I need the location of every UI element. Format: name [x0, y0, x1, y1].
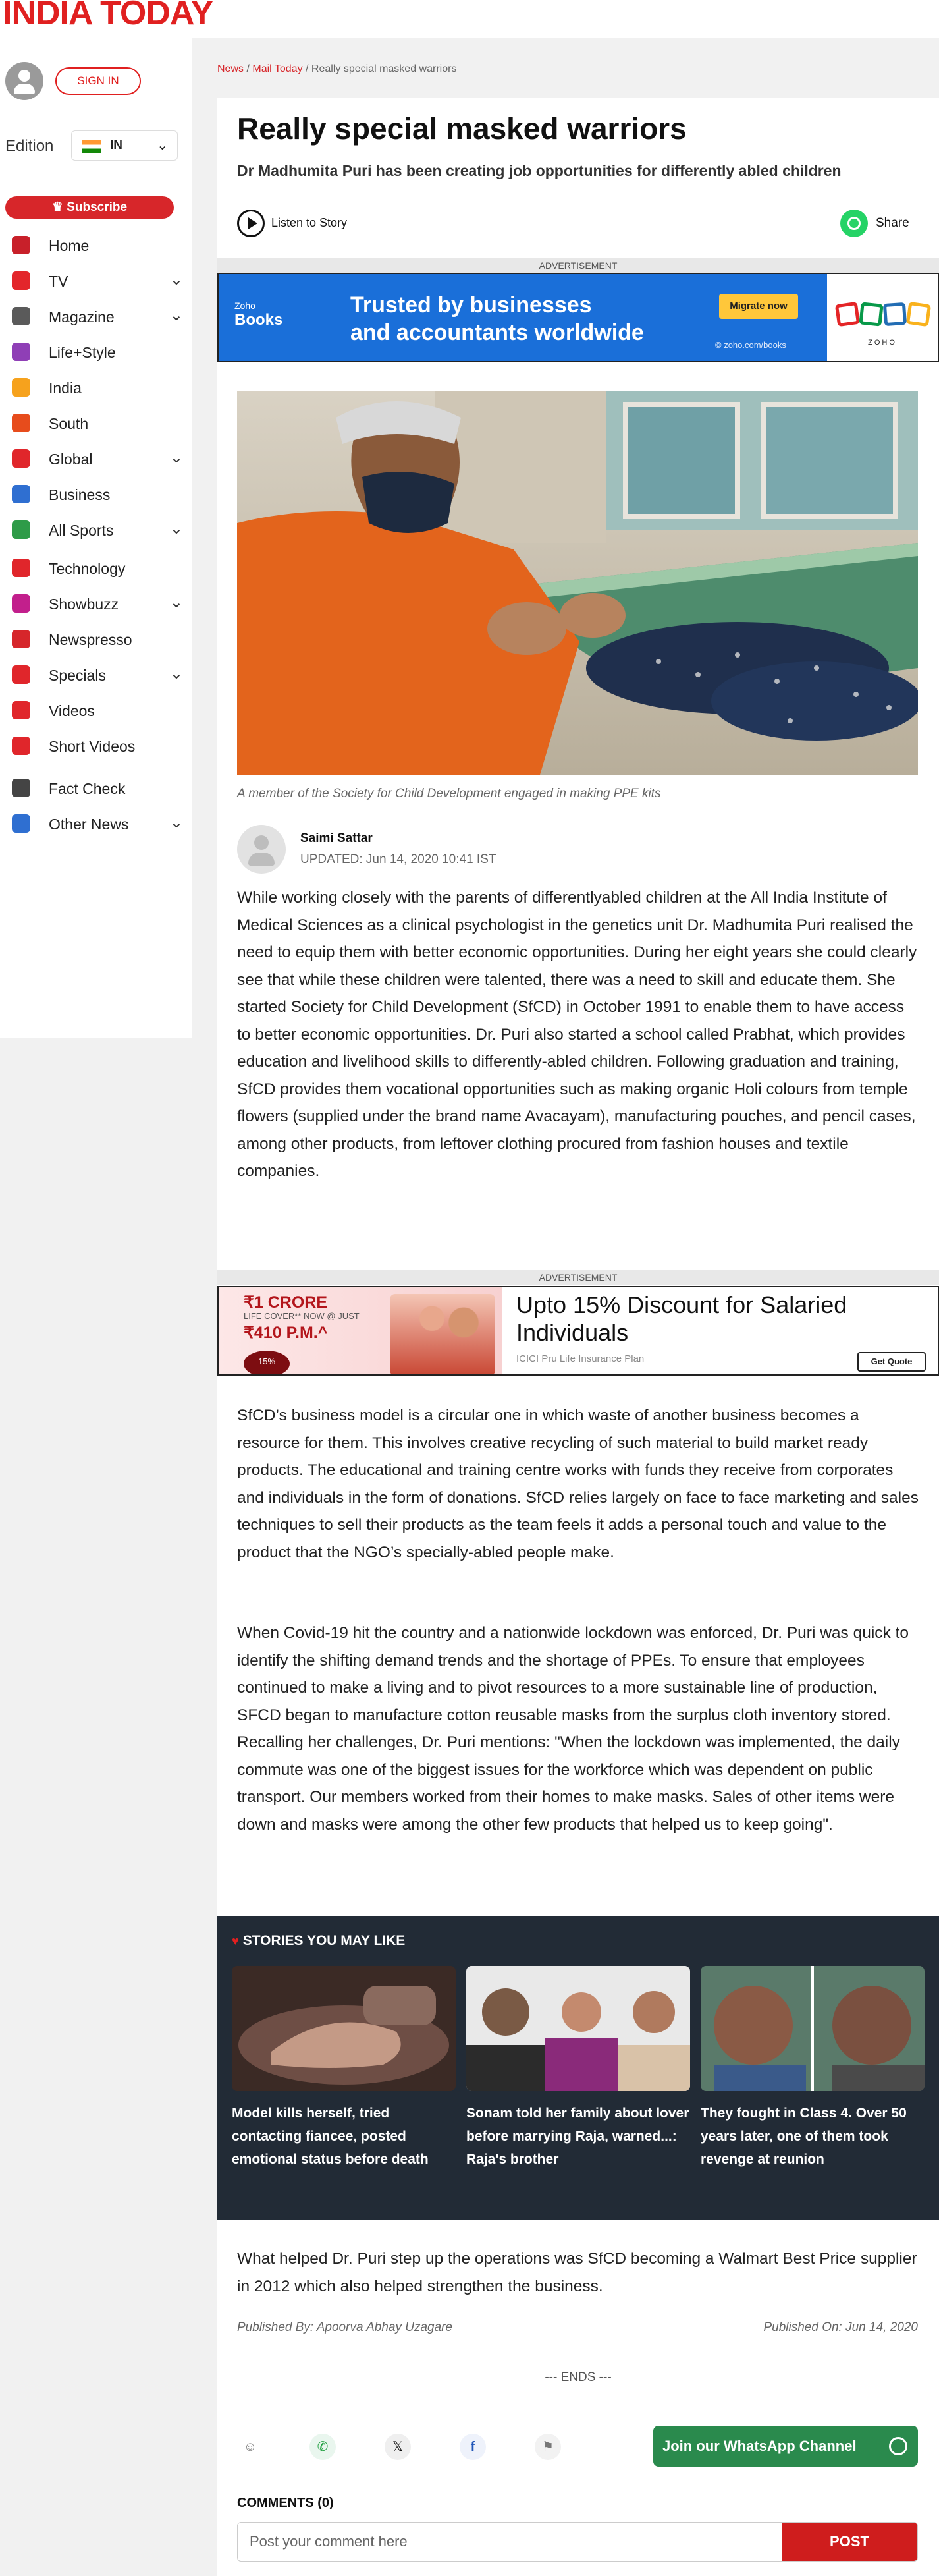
story-card[interactable]: [466, 1966, 690, 2171]
sidebar-item-india[interactable]: [12, 374, 183, 401]
sidebar-item-label: Business: [49, 486, 111, 503]
ad-label: ADVERTISEMENT: [217, 1270, 939, 1285]
sidebar-item-life-style[interactable]: [12, 339, 183, 365]
facebook-share-icon[interactable]: f: [460, 2434, 486, 2460]
ad-label: ADVERTISEMENT: [217, 258, 939, 273]
article-paragraph: What helped Dr. Puri step up the operations was SfCD becoming a Walmart Best Price supplier in 2012 which also helped strengthen the business.: [237, 2250, 917, 2295]
ad-discount-badge: 15%: [244, 1351, 290, 1376]
listen-label: Listen to Story: [271, 216, 348, 229]
chevron-down-icon: ⌄: [157, 138, 168, 153]
zoho-logo: [827, 274, 938, 361]
sidebar-item-label: Home: [49, 237, 90, 254]
subscribe-label: Subscribe: [67, 200, 128, 214]
subscribe-button[interactable]: [5, 196, 174, 219]
stories-you-may-like: [217, 1916, 939, 2220]
ad-subtext: ICICI Pru Life Insurance Plan: [516, 1353, 645, 1364]
technology-icon: [12, 559, 30, 577]
author-avatar-icon: [237, 825, 286, 874]
sidebar-item-label: South: [49, 415, 89, 432]
story-headline: Sonam told her family about lover before marrying Raja, warned...: Raja's brother: [466, 2106, 689, 2167]
india-gate-icon: [12, 378, 30, 397]
article-title: Really special masked warriors: [237, 111, 687, 146]
article-ends: --- ENDS ---: [545, 2370, 612, 2384]
sidebar-item-label: Technology: [49, 560, 126, 577]
wa-channel-label: Join our WhatsApp Channel: [662, 2438, 857, 2454]
sidebar-item-other-news[interactable]: [12, 810, 183, 837]
breadcrumb-separator: /: [246, 63, 250, 74]
ad-cover-amount: ₹1 CRORE: [244, 1293, 328, 1312]
edition-selector: [5, 130, 187, 161]
zoho-books-ad[interactable]: [217, 273, 939, 362]
breadcrumb-current: Really special masked warriors: [311, 63, 457, 74]
stories-title: ♥ STORIES YOU MAY LIKE: [232, 1933, 405, 1949]
ad-banner-left: [219, 1287, 502, 1376]
article-paragraph: When Covid-19 hit the country and a nationwide lockdown was enforced, Dr. Puri was quick to identify the shifting demand trends and the shortage of PPEs. To ensure that employees continued to make a living and to pivot resources to a more sustainable line of production, SFCD began to manufacture cotton reusable masks from the surplus cloth inventory stored. Recalling her challenges, Dr. Puri mentions: "When the lockdown was implemented, the daily commute was one of the biggest issues for the workforce which was dependent on public transport. Our members worked from their homes to make masks. Sales of other items were down and masks were among the other few products that helped us to keep going".: [237, 1624, 909, 1834]
specials-icon: [12, 665, 30, 684]
chevron-down-icon[interactable]: ⌄: [169, 449, 183, 466]
top-header: [0, 0, 939, 38]
story-image: [232, 1966, 456, 2091]
sign-in-button[interactable]: SIGN IN: [55, 67, 141, 95]
sidebar-item-label: Magazine: [49, 308, 115, 325]
whatsapp-icon: [889, 2437, 907, 2455]
story-headline: Model kills herself, tried contacting fiancee, posted emotional status before death: [232, 2106, 429, 2167]
sidebar: [0, 38, 192, 1038]
ad-price: ₹410 P.M.^: [244, 1324, 328, 1342]
share-button[interactable]: [840, 210, 919, 237]
article-photo: [237, 391, 918, 775]
chevron-down-icon[interactable]: ⌄: [169, 814, 183, 831]
edition-label: Edition: [5, 137, 54, 155]
breadcrumb-separator: /: [306, 63, 309, 74]
fact-check-icon: [12, 779, 30, 797]
ad-headline: [350, 291, 644, 347]
breadcrumb-news[interactable]: News: [217, 63, 244, 74]
chevron-down-icon[interactable]: ⌄: [169, 665, 183, 683]
sidebar-item-label: India: [49, 379, 82, 397]
zoho-logo-text: ZOHO: [868, 339, 897, 347]
whatsapp-icon: [840, 210, 868, 237]
ad-brand-bottom: Books: [234, 311, 283, 329]
post-comment-button[interactable]: POST: [782, 2523, 917, 2561]
story-image: [701, 1966, 925, 2091]
article-paragraph: While working closely with the parents of differentlyabled children at the All India Institute of Medical Sciences as a clinical psychologist in the genetics unit Dr. Madhumita Puri realised the need to equip them with better economic opportunities. During her eight years she could clearly see that while these children were talented, there was a need to skill and educate them. She started Society for Child Development (SfCD) in October 1991 to enable them to have access to better economic opportunities. Dr. Puri also started a school called Prabhat, which provides education and livelihood skills to differently-abled children. Following graduation and training, SfCD provides them vocational opportunities such as making organic Holi colours from temple flowers (supplied under the brand name Avacayam), manufacturing pouches, and pencil cases, among other products, from leftover clothing procured from fashion houses and textile companies.: [237, 889, 917, 1180]
author-block: [237, 825, 632, 875]
edition-dropdown[interactable]: [71, 130, 178, 161]
migrate-now-button[interactable]: Migrate now: [719, 294, 798, 319]
story-card[interactable]: [701, 1966, 925, 2171]
short-video-icon: [12, 737, 30, 755]
sidebar-item-business[interactable]: [12, 481, 183, 507]
published-on: Published On: Jun 14, 2020: [763, 2320, 918, 2334]
sidebar-item-label: Other News: [49, 816, 129, 833]
family-photo: [390, 1294, 495, 1376]
sidebar-item-short-videos[interactable]: [12, 733, 183, 759]
sidebar-item-home[interactable]: [12, 232, 183, 258]
magazine-icon: [12, 307, 30, 325]
ad-cover-text: LIFE COVER** NOW @ JUST: [244, 1311, 360, 1321]
sidebar-item-label: Showbuzz: [49, 596, 119, 613]
story-headline: They fought in Class 4. Over 50 years later, one of them took revenge at reunion: [701, 2106, 907, 2167]
article-subtitle: Dr Madhumita Puri has been creating job opportunities for differently abled children: [237, 162, 842, 179]
play-icon: [237, 210, 265, 237]
coffee-icon: [12, 630, 30, 648]
crown-icon: ♛: [51, 200, 67, 214]
ppe-worker-image: [237, 391, 918, 775]
share-label: Share: [876, 216, 909, 230]
ad-url: © zoho.com/books: [715, 340, 786, 350]
story-image: [466, 1966, 690, 2091]
sidebar-item-newspresso[interactable]: [12, 626, 183, 652]
world-icon: [12, 814, 30, 833]
bar-chart-icon: [12, 485, 30, 503]
ad-headline-line1: Trusted by businesses: [350, 293, 592, 318]
published-by: Published By: Apoorva Abhay Uzagare: [237, 2320, 453, 2334]
sidebar-item-specials[interactable]: [12, 661, 183, 688]
ad-headline: Upto 15% Discount for Salaried Individuals: [516, 1291, 847, 1346]
article-card: [217, 98, 939, 2576]
user-row: [5, 62, 187, 95]
sports-icon: [12, 520, 30, 539]
photo-caption: A member of the Society for Child Development engaged in making PPE kits: [237, 787, 661, 800]
comments-heading: COMMENTS (0): [237, 2496, 334, 2510]
sidebar-item-global[interactable]: [12, 445, 183, 472]
sidebar-item-videos[interactable]: [12, 697, 183, 723]
home-icon: [12, 236, 30, 254]
bookmark-icon[interactable]: ⚑: [535, 2434, 561, 2460]
sidebar-item-label: All Sports: [49, 522, 114, 539]
comment-input[interactable]: [238, 2523, 778, 2561]
site-logo[interactable]: INDIA TODAY: [3, 0, 213, 32]
emoji-reaction-icon[interactable]: ☺: [243, 2440, 257, 2454]
ad-headline-line2: and accountants worldwide: [350, 320, 644, 345]
cocktail-icon: [12, 343, 30, 361]
sidebar-item-magazine[interactable]: [12, 303, 183, 329]
breadcrumb-mail-today[interactable]: Mail Today: [252, 63, 303, 74]
chevron-down-icon[interactable]: ⌄: [169, 306, 183, 324]
updated-date: UPDATED: Jun 14, 2020 10:41 IST: [300, 853, 496, 866]
sidebar-item-technology[interactable]: [12, 555, 183, 581]
comment-form: [237, 2522, 918, 2562]
edition-value: IN: [110, 138, 122, 152]
sidebar-item-label: Videos: [49, 702, 95, 719]
sidebar-item-label: Short Videos: [49, 738, 136, 755]
ad-brand-top: Zoho: [234, 300, 255, 311]
x-share-icon[interactable]: 𝕏: [385, 2434, 411, 2460]
whatsapp-share-icon[interactable]: ✆: [309, 2434, 336, 2460]
chevron-down-icon[interactable]: ⌄: [169, 520, 183, 538]
breadcrumb: [217, 63, 456, 75]
globe-icon: [12, 449, 30, 468]
sidebar-item-label: Newspresso: [49, 631, 132, 648]
icici-pru-ad[interactable]: [217, 1286, 939, 1376]
author-name[interactable]: Saimi Sattar: [300, 831, 373, 845]
sidebar-item-label: TV: [49, 273, 68, 290]
temple-icon: [12, 414, 30, 432]
chevron-down-icon[interactable]: ⌄: [169, 271, 183, 289]
sidebar-item-label: Specials: [49, 667, 106, 684]
sidebar-item-fact-check[interactable]: [12, 775, 183, 801]
video-icon: [12, 701, 30, 719]
get-quote-button[interactable]: Get Quote: [857, 1352, 926, 1372]
ad-brand: [234, 300, 282, 329]
sidebar-item-label: Fact Check: [49, 780, 126, 797]
sidebar-item-label: Life+Style: [49, 344, 116, 361]
story-card[interactable]: [232, 1966, 456, 2171]
sidebar-item-all-sports[interactable]: [12, 517, 183, 543]
showbuzz-icon: [12, 594, 30, 613]
join-whatsapp-channel-button[interactable]: [653, 2426, 918, 2467]
sidebar-item-south[interactable]: [12, 410, 183, 436]
article-paragraph: SfCD’s business model is a circular one in which waste of another business becomes a resource for them. This involves creative recycling of such material to build market ready products. The educational and training centre works with funds they receive from corporates and individuals in the form of donations. SfCD relies largely on face to face marketing and sales techniques to sell their products as the team feels it adds a personal touch and value to the product that the NGO’s specially-abled people make.: [237, 1407, 919, 1561]
sidebar-item-tv[interactable]: [12, 267, 183, 294]
sidebar-item-label: Global: [49, 451, 93, 468]
chevron-down-icon[interactable]: ⌄: [169, 594, 183, 611]
india-flag-icon: [82, 140, 101, 153]
live-tv-icon: [12, 271, 30, 290]
sidebar-item-showbuzz[interactable]: [12, 590, 183, 617]
user-avatar-icon[interactable]: [5, 62, 43, 100]
